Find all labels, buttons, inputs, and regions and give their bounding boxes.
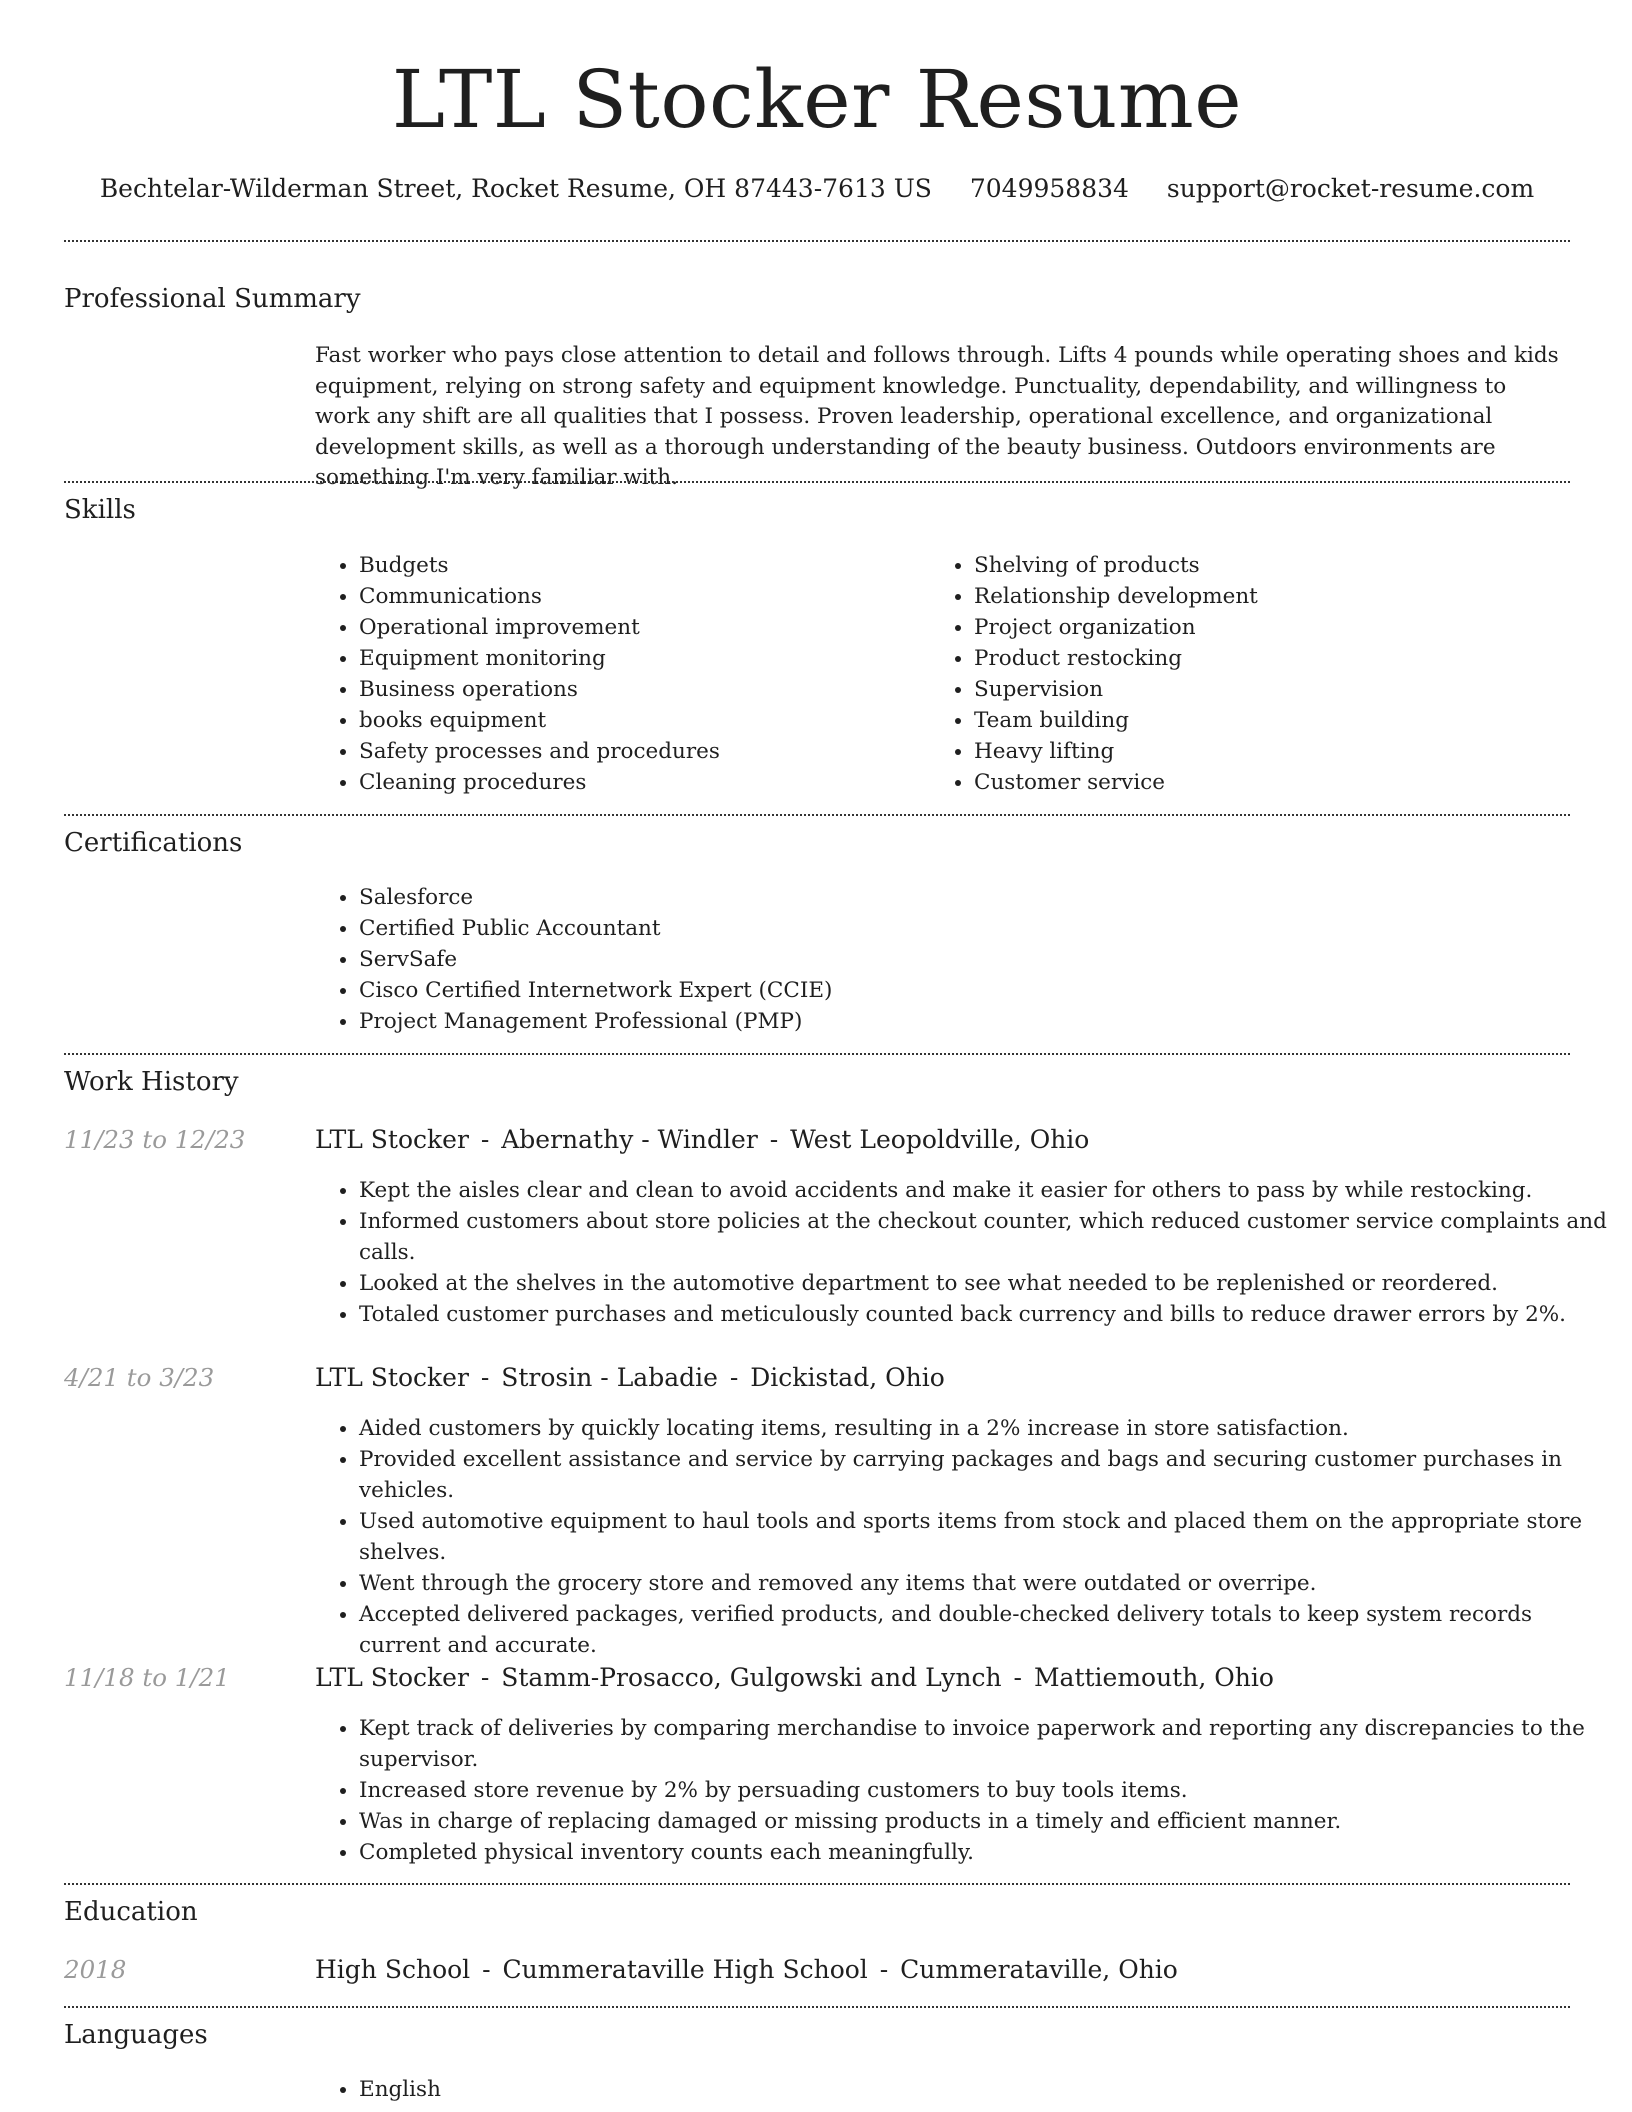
skill-item: • Safety processes and procedures bbox=[359, 736, 959, 767]
job-bullet: • Was in charge of replacing damaged or missing products in a timely and efficient manner. bbox=[359, 1806, 1609, 1837]
job-bullet: • Increased store revenue by 2% by persuading customers to buy tools items. bbox=[359, 1775, 1609, 1806]
divider bbox=[64, 1883, 1570, 1885]
certification-item: • Project Management Professional (PMP) bbox=[359, 1006, 1609, 1037]
contact-phone: 7049958834 bbox=[969, 174, 1129, 203]
resume-title: LTL Stocker Resume bbox=[391, 53, 1243, 146]
job-bullet: • Used automotive equipment to haul tools and sports items from stock and placed them on the appropriate store shelves. bbox=[359, 1506, 1609, 1568]
skill-item: • Equipment monitoring bbox=[359, 643, 959, 674]
section-title-languages: Languages bbox=[64, 2020, 208, 2050]
job-title: LTL Stocker bbox=[315, 1125, 469, 1154]
summary-text: Fast worker who pays close attention to detail and follows through. Lifts 4 pounds while operating shoes and kids equipment, relying on strong safety and equipment knowledge. Punctuality, dependability, and willingness to work any shift are all qualities that I possess. Proven leadership, operational excellence, and organizational development skills, as well as a thorough understanding of the beauty business. Outdoors environments are something I'm very familiar with. bbox=[315, 343, 1559, 490]
divider bbox=[64, 1053, 1570, 1055]
certifications-list bbox=[315, 882, 1609, 1037]
skill-item: • Shelving of products bbox=[974, 550, 1574, 581]
skill-item: • Budgets bbox=[359, 550, 959, 581]
job-bullets bbox=[315, 1413, 1609, 1661]
education-location: Cummerataville, Ohio bbox=[900, 1955, 1178, 1984]
job-bullet: • Looked at the shelves in the automotive department to see what needed to be replenished or reordered. bbox=[359, 1268, 1609, 1299]
job-bullet: • Went through the grocery store and removed any items that were outdated or overripe. bbox=[359, 1568, 1609, 1599]
certification-item: • Salesforce bbox=[359, 882, 1609, 913]
skill-item: • Supervision bbox=[974, 674, 1574, 705]
job-dates: 11/23 to 12/23 bbox=[64, 1125, 246, 1154]
skill-item: • Product restocking bbox=[974, 643, 1574, 674]
skill-item: • Project organization bbox=[974, 612, 1574, 643]
job-dates: 4/21 to 3/23 bbox=[64, 1363, 215, 1392]
divider bbox=[64, 240, 1570, 242]
education-degree: High School bbox=[315, 1955, 471, 1984]
skill-item: • Operational improvement bbox=[359, 612, 959, 643]
section-title-summary: Professional Summary bbox=[64, 284, 361, 314]
section-title-education: Education bbox=[64, 1897, 198, 1927]
job-title: LTL Stocker bbox=[315, 1363, 469, 1392]
job-heading: LTL Stocker - Abernathy - Windler - West Leopoldville, Ohio bbox=[315, 1125, 1090, 1154]
contact-address: Bechtelar-Wilderman Street, Rocket Resume, OH 87443-7613 US bbox=[99, 174, 932, 203]
contact-line bbox=[64, 172, 1570, 206]
education-school: Cummerataville High School bbox=[502, 1955, 868, 1984]
education-year: 2018 bbox=[64, 1955, 127, 1984]
skill-item: • Business operations bbox=[359, 674, 959, 705]
job-heading: LTL Stocker - Stamm-Prosacco, Gulgowski and Lynch - Mattiemouth, Ohio bbox=[315, 1663, 1274, 1692]
skill-item: • Heavy lifting bbox=[974, 736, 1574, 767]
job-location: Mattiemouth, Ohio bbox=[1033, 1663, 1274, 1692]
skill-item: • Relationship development bbox=[974, 581, 1574, 612]
skill-item: • Communications bbox=[359, 581, 959, 612]
job-bullet: • Informed customers about store policies at the checkout counter, which reduced customer service complaints and calls. bbox=[359, 1206, 1609, 1268]
skill-item: • Team building bbox=[974, 705, 1574, 736]
section-title-certifications: Certifications bbox=[64, 828, 243, 858]
section-title-skills: Skills bbox=[64, 495, 136, 525]
section-title-work-history: Work History bbox=[64, 1067, 239, 1097]
job-bullet: • Provided excellent assistance and service by carrying packages and bags and securing customer purchases in vehicles. bbox=[359, 1444, 1609, 1506]
job-bullet: • Totaled customer purchases and meticulously counted back currency and bills to reduce drawer errors by 2%. bbox=[359, 1299, 1609, 1330]
skills-list-right bbox=[930, 550, 1574, 798]
contact-email: support@rocket-resume.com bbox=[1166, 174, 1535, 203]
skills-list-left bbox=[315, 550, 959, 798]
skill-item: • books equipment bbox=[359, 705, 959, 736]
divider bbox=[64, 2006, 1570, 2008]
skill-item: • Cleaning procedures bbox=[359, 767, 959, 798]
skill-item: • Customer service bbox=[974, 767, 1574, 798]
job-bullet: • Kept track of deliveries by comparing merchandise to invoice paperwork and reporting any discrepancies to the supervisor. bbox=[359, 1713, 1609, 1775]
job-location: Dickistad, Ohio bbox=[750, 1363, 945, 1392]
job-bullet: • Kept the aisles clear and clean to avoid accidents and make it easier for others to pass by while restocking. bbox=[359, 1175, 1609, 1206]
language-item: • English bbox=[359, 2074, 1609, 2105]
job-bullet: • Completed physical inventory counts each meaningfully. bbox=[359, 1837, 1609, 1868]
education-heading: High School - Cummerataville High School - Cummerataville, Ohio bbox=[315, 1955, 1178, 1984]
job-title: LTL Stocker bbox=[315, 1663, 469, 1692]
certification-item: • ServSafe bbox=[359, 944, 1609, 975]
divider bbox=[64, 481, 1570, 483]
certification-item: • Certified Public Accountant bbox=[359, 913, 1609, 944]
job-location: West Leopoldville, Ohio bbox=[790, 1125, 1090, 1154]
languages-list bbox=[315, 2074, 1609, 2105]
job-bullets bbox=[315, 1175, 1609, 1330]
job-company: Stamm-Prosacco, Gulgowski and Lynch bbox=[501, 1663, 1002, 1692]
job-company: Strosin - Labadie bbox=[501, 1363, 718, 1392]
job-bullets bbox=[315, 1713, 1609, 1868]
job-bullet: • Aided customers by quickly locating items, resulting in a 2% increase in store satisfaction. bbox=[359, 1413, 1609, 1444]
job-bullet: • Accepted delivered packages, verified products, and double-checked delivery totals to keep system records current and accurate. bbox=[359, 1599, 1609, 1661]
job-dates: 11/18 to 1/21 bbox=[64, 1663, 230, 1692]
job-company: Abernathy - Windler bbox=[501, 1125, 758, 1154]
divider bbox=[64, 814, 1570, 816]
certification-item: • Cisco Certified Internetwork Expert (CCIE) bbox=[359, 975, 1609, 1006]
job-heading: LTL Stocker - Strosin - Labadie - Dickistad, Ohio bbox=[315, 1363, 945, 1392]
